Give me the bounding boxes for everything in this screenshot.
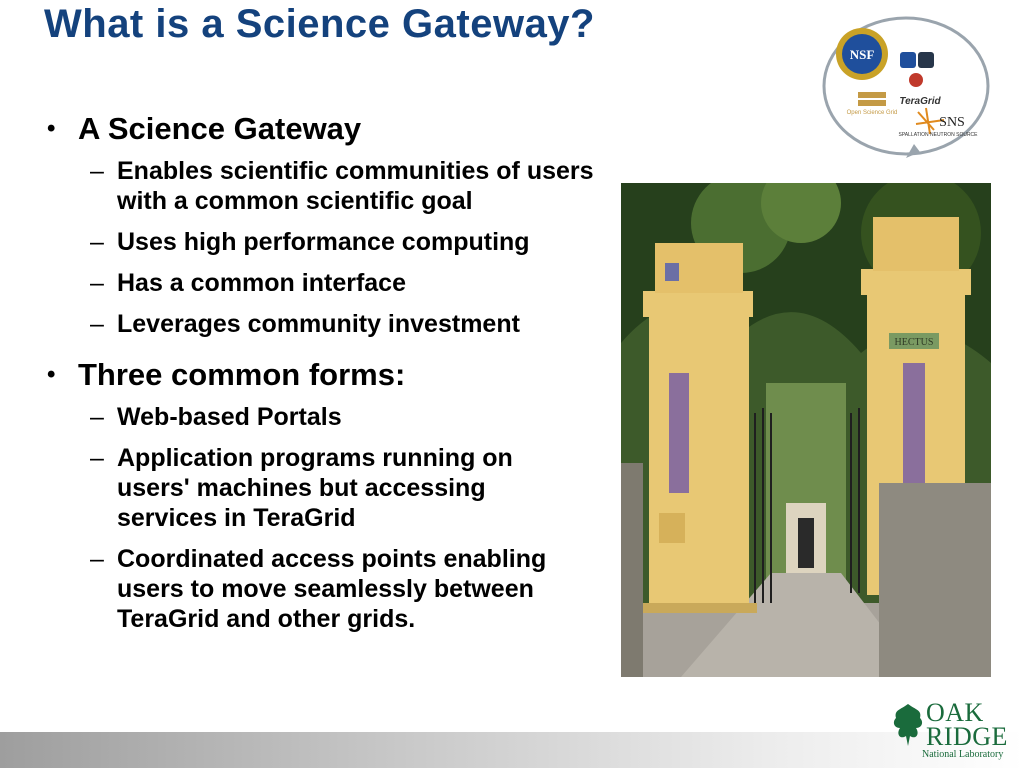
bullet-dot-icon: • [47, 361, 56, 388]
nsf-label: NSF [849, 47, 875, 62]
dash-icon: – [90, 310, 104, 338]
sns-subtitle: SPALLATION NEUTRON SOURCE [898, 132, 978, 138]
sub-bullet [44, 309, 614, 339]
footer-bar [0, 732, 1024, 768]
ornl-logo [890, 700, 1006, 764]
bullet-dot-icon: • [47, 115, 56, 142]
bullet-heading [44, 112, 614, 146]
dash-icon: – [90, 444, 104, 472]
bullet-heading-text: Three common forms: [78, 357, 406, 392]
nsf-logo-icon [836, 28, 888, 80]
stone-wall [879, 483, 991, 677]
dash-icon: – [90, 545, 104, 573]
sub-bullet [44, 156, 614, 216]
bullet-list [44, 112, 614, 645]
gate-plaque-text: HECTUS [894, 337, 934, 348]
sub-bullet [44, 443, 587, 533]
sub-bullet [44, 402, 614, 432]
sub-bullet [44, 544, 617, 634]
left-gate-pillar [641, 243, 757, 613]
osg-label: Open Science Grid [846, 110, 898, 116]
sub-bullet-text: Application programs running on users' machines but accessing services in TeraGrid [117, 444, 513, 532]
dash-icon: – [90, 403, 104, 431]
slide-title: What is a Science Gateway? [44, 2, 595, 46]
bullet-heading [44, 358, 614, 392]
sub-bullet-text: Web-based Portals [117, 403, 342, 431]
partner-logos [820, 12, 992, 160]
teragrid-label: TeraGrid [899, 96, 941, 107]
ornl-oak-text: OAK [926, 698, 984, 727]
dash-icon: – [90, 228, 104, 256]
ornl-lab-text: National Laboratory [922, 749, 1004, 760]
sub-bullet-text: Leverages community investment [117, 310, 520, 338]
oak-leaf-icon [890, 702, 926, 748]
bullet-heading-text: A Science Gateway [78, 111, 362, 146]
sub-bullet-text: Coordinated access points enabling users to move seamlessly between TeraGrid and other grids. [117, 545, 547, 633]
sub-bullet-text: Enables scientific communities of users with a common scientific goal [117, 157, 594, 215]
stone-wall-left [621, 463, 643, 677]
sub-bullet-text: Has a common interface [117, 269, 406, 297]
sub-bullet-text: Uses high performance computing [117, 228, 530, 256]
sub-bullet [44, 227, 614, 257]
dash-icon: – [90, 269, 104, 297]
dash-icon: – [90, 157, 104, 185]
ornl-ridge-text: RIDGE [926, 722, 1008, 751]
sns-label: SNS [939, 115, 965, 130]
gateway-photo [621, 183, 991, 677]
sub-bullet [44, 268, 614, 298]
